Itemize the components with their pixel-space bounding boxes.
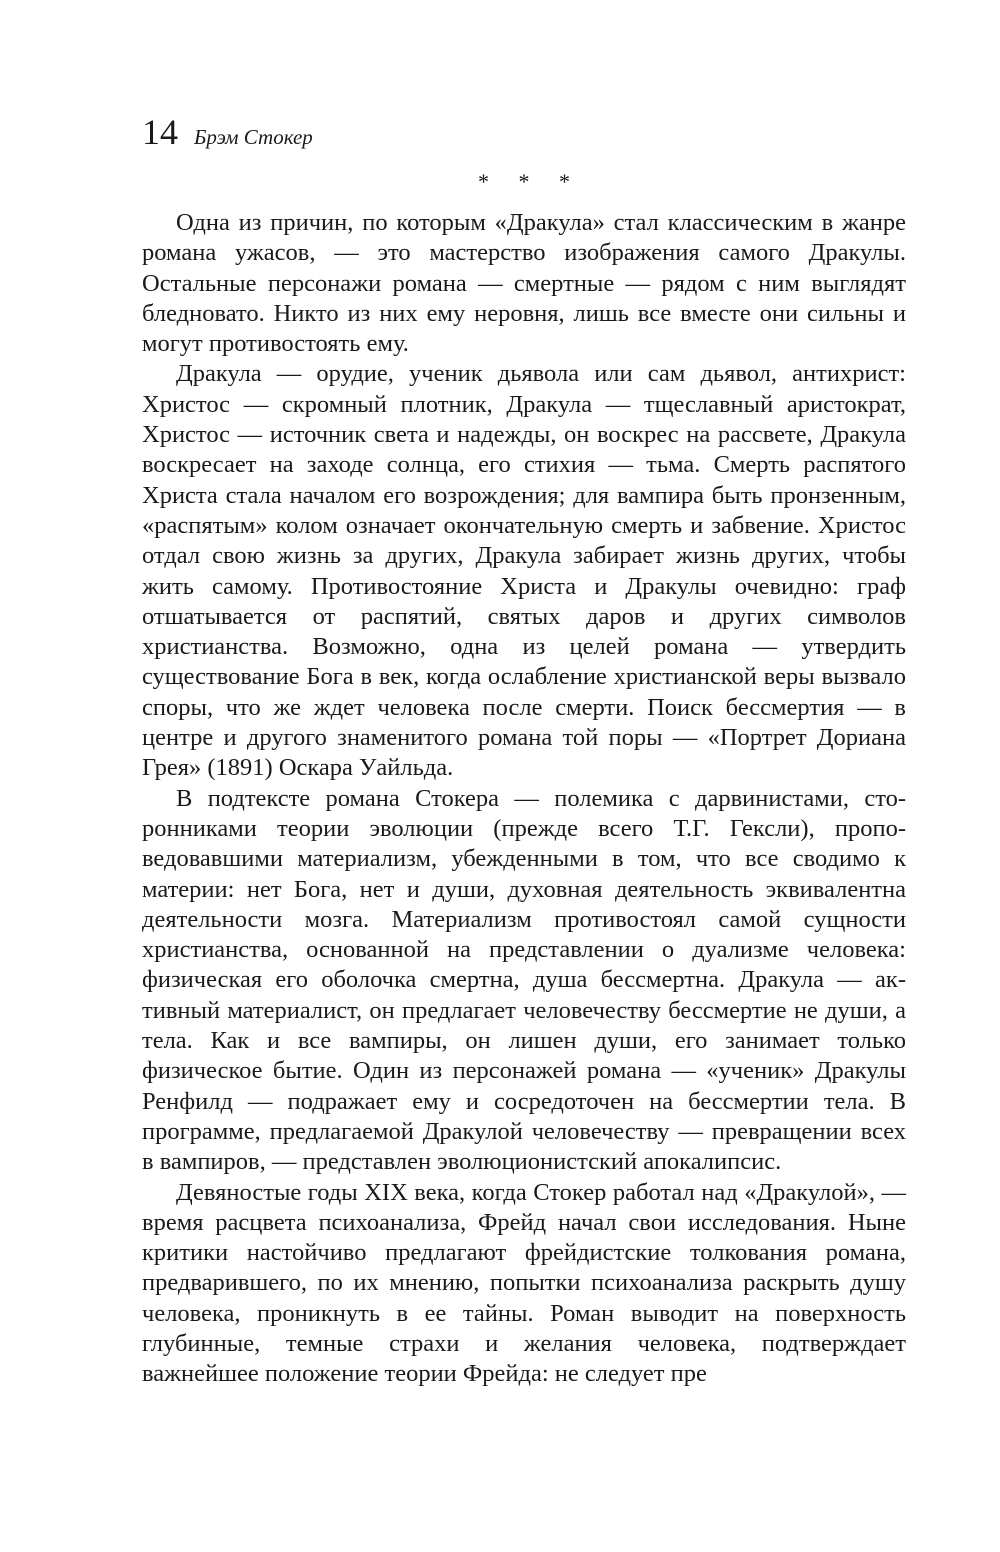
- text-body: [142, 208, 906, 1390]
- section-separator: * * *: [478, 169, 582, 194]
- running-header: [142, 108, 902, 156]
- paragraph-2: Дракула — орудие, ученик дьявола или сам дьявол, антихрист: Христос — скромный плотник, Дракула — тщеславный аристократ, Христос — источник света и надежды, он воскрес на рассвете, Дракула воскресает на заходе солнца, его стихия — тьма. Смерть распятого Христа стала началом его возрождения; для вампира быть пронзенным, «распятым» колом означает окончательную смерть и забвение. Христос отдал свою жизнь за других, Дракула забирает жизнь других, чтобы жить самому. Противостояние Христа и Дракулы очевидно: граф отшатывается от распятий, святых даров и других символов христианства. Возможно, одна из целей романа — утвердить существование Бога в век, когда ослабление христианской веры вызвало споры, что же ждет человека после смерти. Поиск бессмертия — в центре и другого знаменитого романа той поры — «Портрет Дориана Грея» (1891) Оскара Уайльда.: [142, 360, 906, 782]
- page-number: 14: [142, 112, 178, 152]
- paragraph-1: Одна из причин, по которым «Дракула» стал классическим в жанре романа ужасов, — это мастерство изображения самого Дракулы. Остальные персонажи романа — смертные — рядом с ним выглядят бледновато. Никто из них ему неровня, лишь все вместе они сильны и могут противостоять ему.: [142, 209, 906, 358]
- paragraph-4: Девяностые годы XIX века, когда Стокер работал над «Дракулой», — время расцвета психоанализа, Фрейд начал свои исследования. Ныне критики настойчиво предлагают фрейдистские толкования романа, предварившего, по их мнению, попытки психоанализа раскрыть душу человека, проникнуть в ее тайны. Роман выводит на поверхность глубинные, темные страхи и желания человека, подтверждает важнейшее положение теории Фрейда: не следует пре: [142, 1178, 906, 1388]
- running-title: Брэм Стокер: [194, 125, 313, 149]
- paragraph-3: В подтексте романа Стокера — полемика с дарвинистами, сторонниками теории эволюции (прежде всего Т.Г. Гексли), проповедовавшими материализм, убежденными в том, что все сводимо к материи: нет Бога, нет и души, духовная деятельность эквивалентна деятельности мозга. Материализм противостоял самой сущности христианства, основанной на представлении о дуализме человека: физическая его оболочка смертна, душа бессмертна. Дракула — активный материалист, он предлагает человечеству бессмертие не души, а тела. Как и все вампиры, он лишен души, его занимает только физическое бытие. Один из персонажей романа — «ученик» Дракулы Ренфилд — подражает ему и сосредоточен на бессмертии тела. В программе, предлагаемой Дракулой человечеству — превращении всех в вампиров, — представлен эволюционистский апокалипсис.: [142, 784, 906, 1176]
